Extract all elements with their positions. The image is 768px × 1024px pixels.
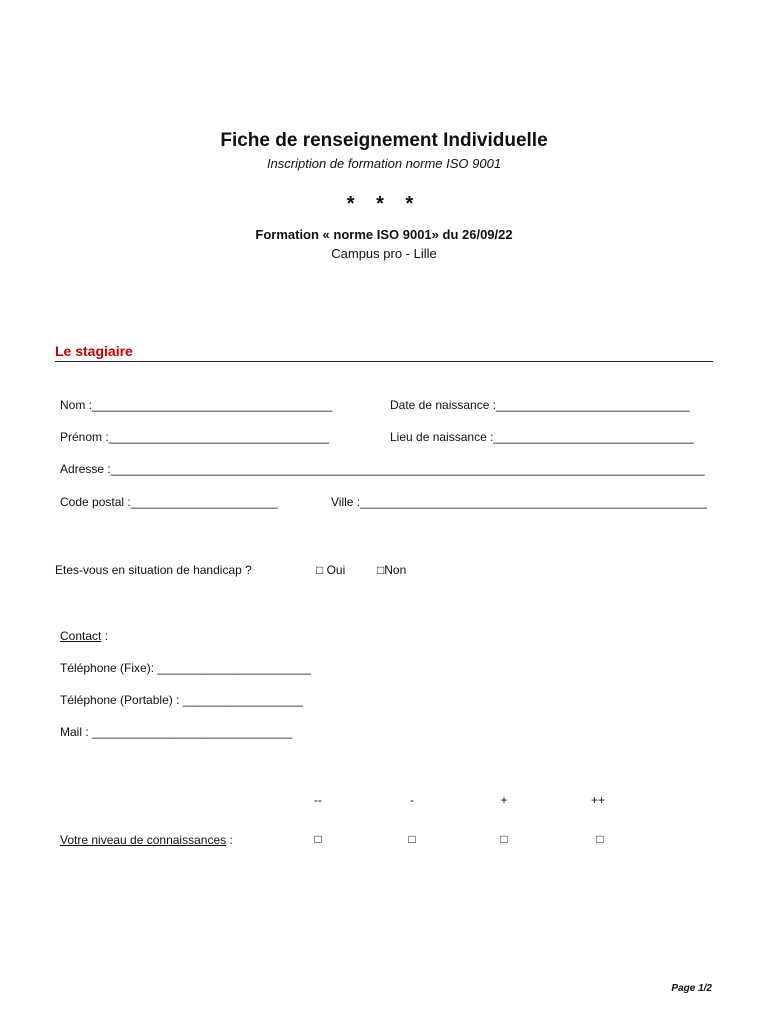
scale-very-low-label: -- (314, 793, 322, 807)
mail-label: Mail : (60, 725, 89, 739)
knowledge-low-checkbox[interactable]: □ (408, 832, 416, 846)
tel-fixe-blank[interactable]: _______________________ (154, 661, 311, 675)
section-divider (55, 361, 713, 362)
knowledge-very-low-checkbox[interactable]: □ (314, 832, 322, 846)
lieu-naissance-field[interactable] (390, 430, 694, 444)
nom-blank[interactable]: ____________________________________ (92, 398, 333, 412)
nom-field[interactable] (60, 398, 332, 412)
mail-blank[interactable]: ______________________________ (88, 725, 293, 739)
handicap-yes-checkbox[interactable]: □ (316, 563, 324, 577)
mail-field[interactable] (60, 725, 292, 739)
handicap-no-checkbox[interactable]: □ (377, 563, 385, 577)
tel-portable-field[interactable] (60, 693, 303, 707)
prenom-blank[interactable]: _________________________________ (108, 430, 329, 444)
nom-label: Nom : (60, 398, 93, 412)
scale-high-label: + (500, 793, 508, 807)
date-naissance-field[interactable] (390, 398, 690, 412)
handicap-yes-label: Oui (326, 563, 346, 577)
tel-fixe-label: Téléphone (Fixe): (60, 661, 155, 675)
handicap-no-label: Non (384, 563, 407, 577)
knowledge-label-suffix: : (226, 833, 233, 847)
tel-fixe-field[interactable] (60, 661, 311, 675)
knowledge-high-checkbox[interactable]: □ (500, 832, 508, 846)
page-number: Page 1/2 (671, 983, 712, 994)
knowledge-very-high-checkbox[interactable]: □ (596, 832, 604, 846)
tel-portable-blank[interactable]: __________________ (179, 693, 303, 707)
ville-label: Ville : (331, 495, 361, 509)
date-naissance-label: Date de naissance : (390, 398, 497, 412)
session-title: Formation « norme ISO 9001» du 26/09/22 (255, 227, 513, 242)
contact-heading-suffix: : (101, 629, 109, 643)
date-naissance-blank[interactable]: _____________________________ (496, 398, 690, 412)
scale-low-label: - (410, 793, 414, 807)
contact-heading (60, 629, 108, 643)
adresse-field[interactable] (60, 462, 705, 476)
separator-stars: * * * (346, 193, 422, 215)
lieu-naissance-label: Lieu de naissance : (390, 430, 494, 444)
code-postal-blank[interactable]: ______________________ (130, 495, 278, 509)
session-place: Campus pro - Lille (331, 246, 437, 261)
section-title: Le stagiaire (55, 343, 133, 359)
ville-field[interactable] (331, 495, 707, 509)
adresse-blank[interactable]: _________________________________________________________________________________________ (110, 462, 705, 476)
document-title: Fiche de renseignement Individuelle (220, 130, 548, 151)
knowledge-label (60, 833, 233, 847)
lieu-naissance-blank[interactable]: ______________________________ (493, 430, 694, 444)
tel-portable-label: Téléphone (Portable) : (60, 693, 180, 707)
prenom-label: Prénom : (60, 430, 109, 444)
handicap-yes-option[interactable] (316, 563, 345, 577)
handicap-no-option[interactable] (377, 563, 406, 577)
ville-blank[interactable]: ____________________________________________________ (360, 495, 708, 509)
code-postal-label: Code postal : (60, 495, 131, 509)
handicap-question: Etes-vous en situation de handicap ? (55, 563, 252, 577)
adresse-label: Adresse : (60, 462, 111, 476)
code-postal-field[interactable] (60, 495, 278, 509)
prenom-field[interactable] (60, 430, 329, 444)
knowledge-label-text: Votre niveau de connaissances (60, 833, 227, 847)
scale-very-high-label: ++ (590, 793, 605, 807)
contact-heading-text: Contact (60, 629, 102, 643)
document-subtitle: Inscription de formation norme ISO 9001 (266, 156, 502, 171)
